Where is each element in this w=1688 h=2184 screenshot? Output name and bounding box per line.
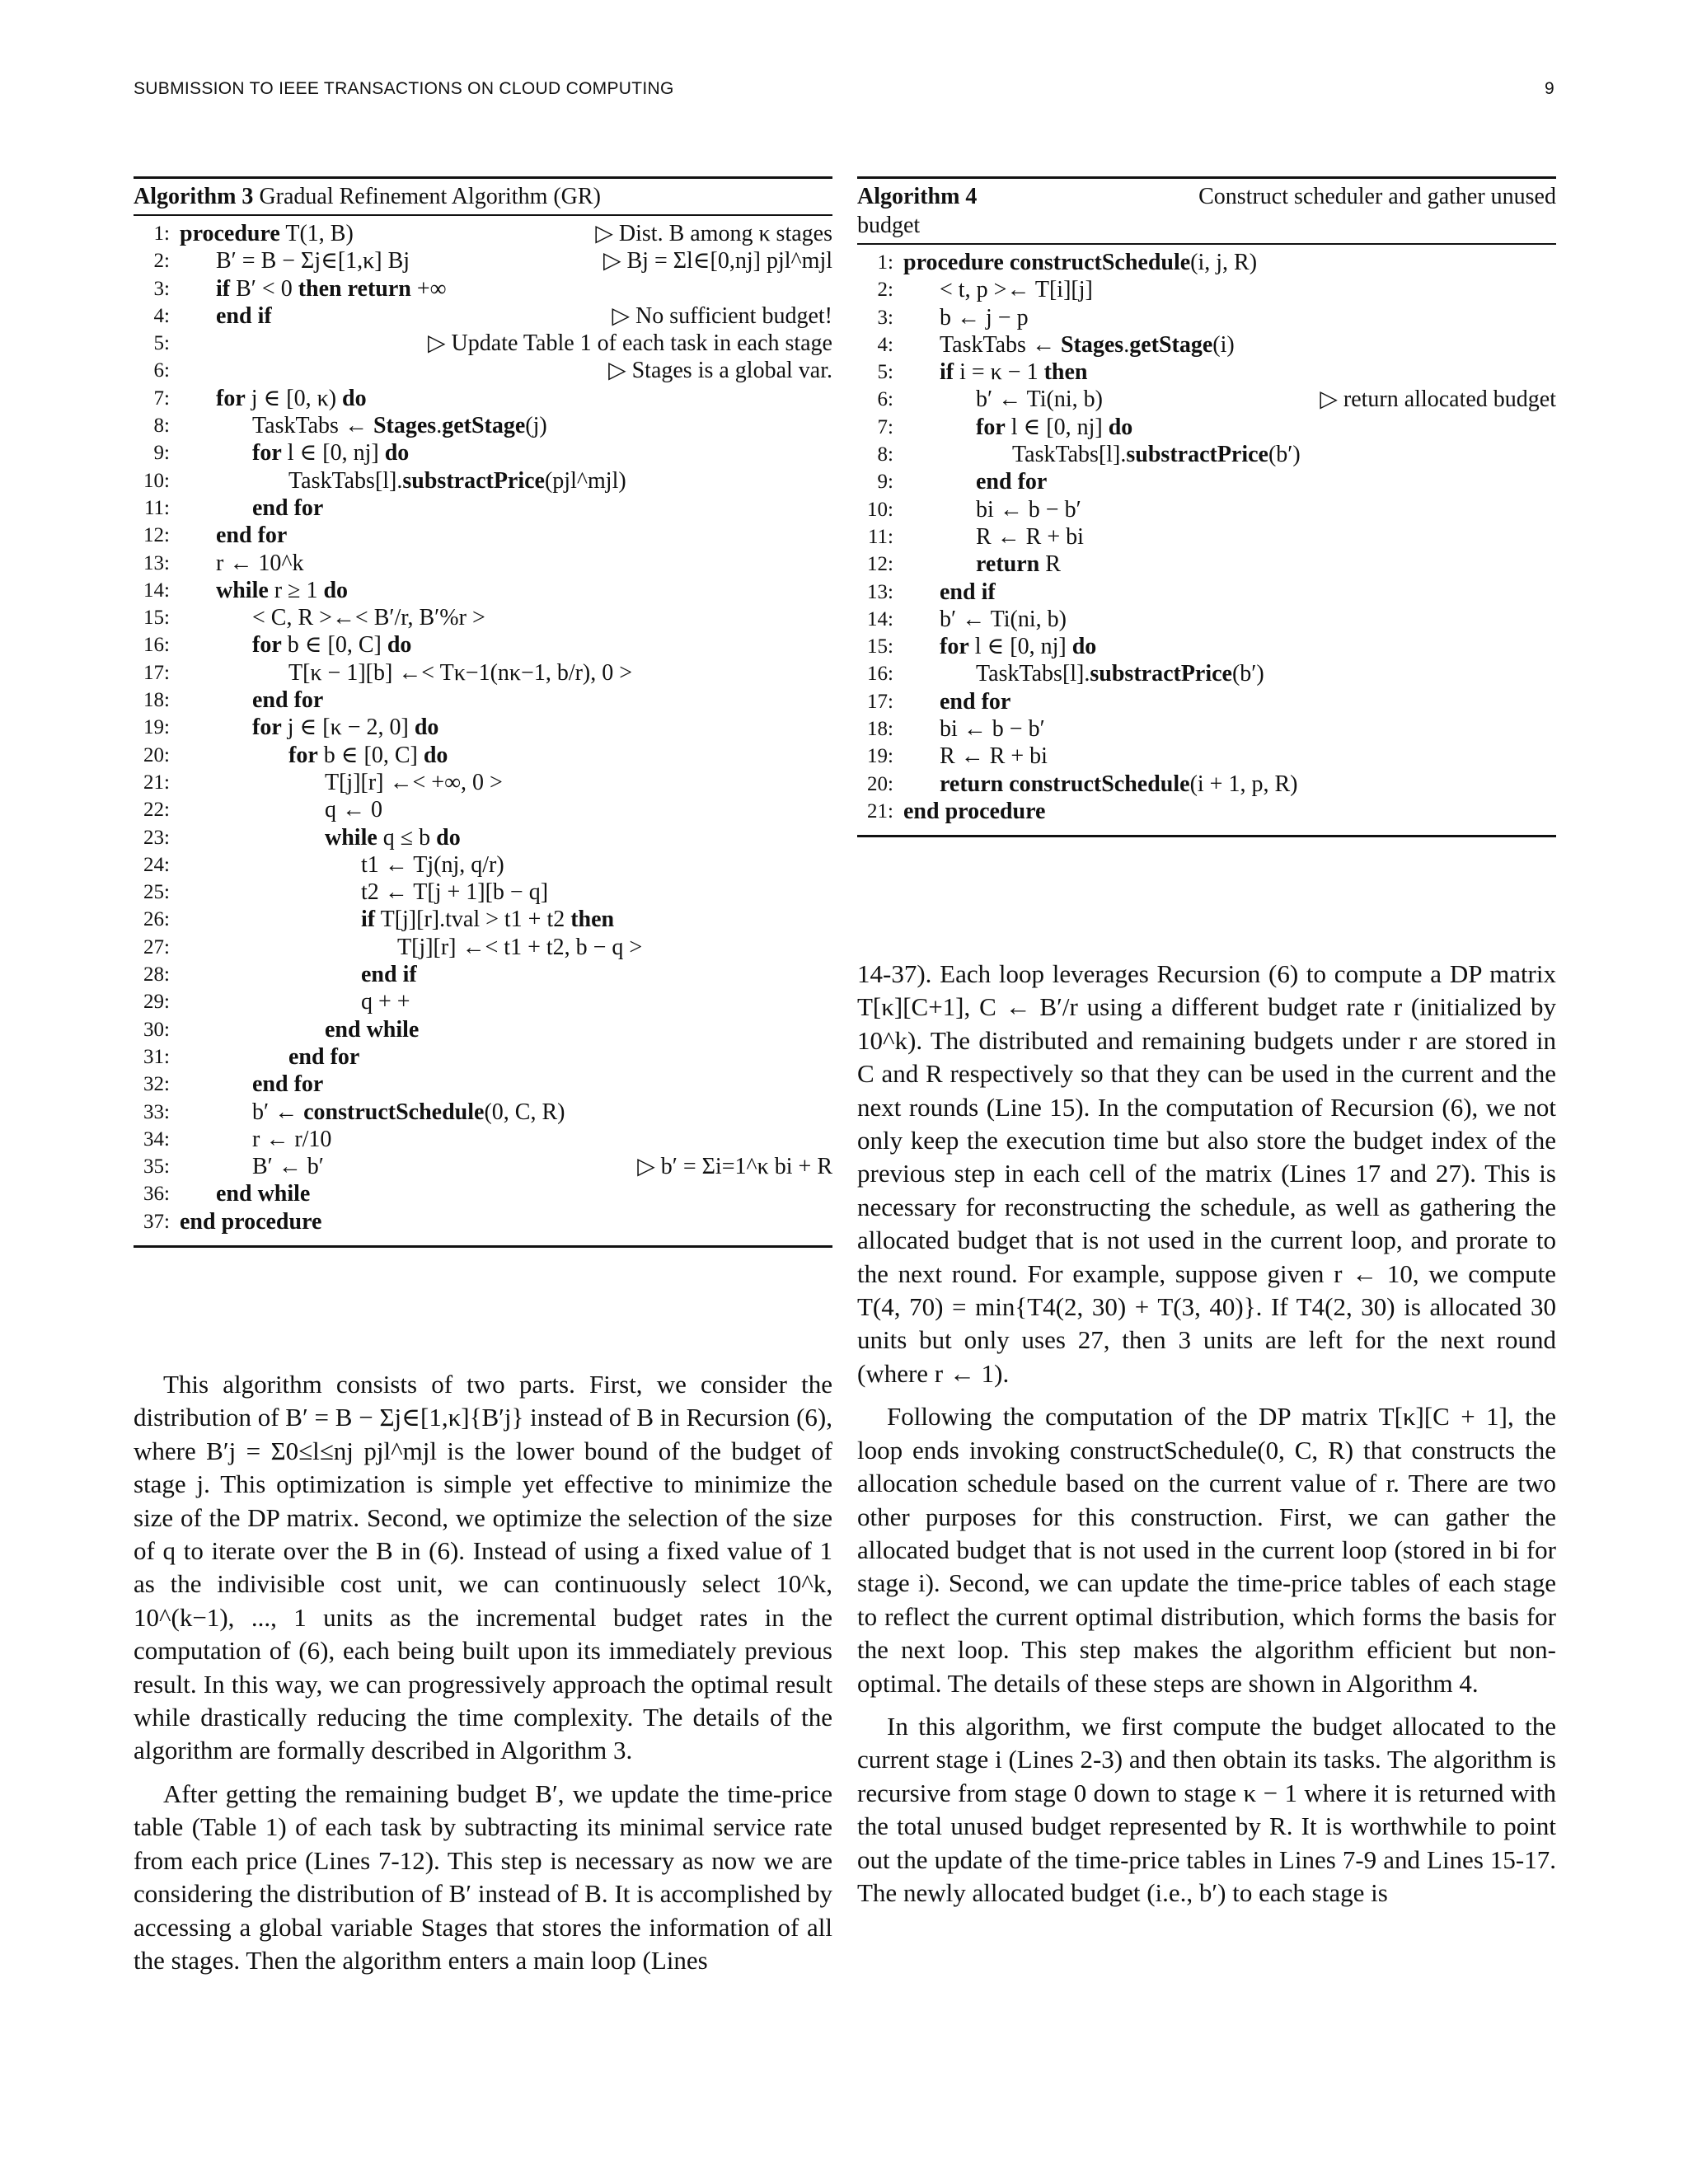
line-number: 30: [143, 1018, 170, 1041]
algorithm-line [134, 824, 832, 851]
line-number: 8: [877, 443, 893, 466]
line-number: 12: [867, 553, 893, 576]
line-number: 31: [143, 1045, 170, 1068]
line-number: 3: [153, 277, 170, 300]
algorithm-line [134, 934, 832, 961]
line-code: for b ∈ [0, C] do [252, 632, 412, 658]
body-paragraph: Following the computation of the DP matrix T[κ][C + 1], the loop ends invoking constructSchedule(0, C, R) that constructs the allocation schedule based on the current value of r. There are two other purposes for this construction. First, we can gather the allocated budget that is not used in the current loop (stored in bi for stage i). Second, we can update the time-price tables of each stage to reflect the current optimal distribution, which forms the basis for the next loop. This step makes the algorithm efficient but non-optimal. The details of these steps are shown in Algorithm 4. [857, 1402, 1556, 1698]
line-code: q ← 0 [325, 797, 382, 823]
line-comment: ▷ Bj = Σl∈[0,nj] pjl^mjl [603, 248, 832, 274]
line-code: end for [288, 1043, 360, 1070]
line-number: 21: [867, 799, 893, 823]
algorithm-line [857, 441, 1556, 468]
line-number: 27: [143, 935, 170, 958]
running-header [134, 79, 1554, 104]
line-number: 21: [143, 771, 170, 794]
line-code: if i = κ − 1 then [940, 359, 1088, 386]
line-code: while q ≤ b do [325, 824, 461, 851]
line-number: 9: [877, 471, 893, 494]
algorithm-line [857, 468, 1556, 495]
algorithm-line [134, 1043, 832, 1071]
algorithm-line [134, 879, 832, 906]
algorithm-3-number: Algorithm 3 [134, 184, 254, 209]
algorithm-line [857, 715, 1556, 743]
line-number: 19: [867, 745, 893, 768]
line-comment: ▷ No sufficient budget! [612, 302, 832, 329]
line-code: R ← R + bi [940, 743, 1048, 770]
line-code: r ← 10^k [216, 550, 304, 576]
journal-title: SUBMISSION TO IEEE TRANSACTIONS ON CLOUD COMPUTING [134, 79, 674, 98]
algorithm-line [134, 385, 832, 412]
body-paragraph: This algorithm consists of two parts. First, we consider the distribution of B′ = B − Σj∈[1,κ]{B′j} instead of B in Recursion (6), where B′j = Σ0≤l≤nj pjl^mjl is the lower bound of the budget of stage j. This optimization is simple yet effective to minimize the size of the DP matrix. Second, we optimize the selection of the size of q to iterate over the B in (6). Instead of using a fixed value of 1 as the indivisible cost unit, we can continuously select 10^k, 10^(k−1), ..., 1 units as the incremental budget rates in the computation of (6), each being built upon its immediately previous result. In this way, we can progressively approach the optimal result while drastically reducing the time complexity. The details of the algorithm are formally described in Algorithm 3. [134, 1370, 832, 1765]
algorithm-line [134, 1071, 832, 1098]
line-code: end for [216, 523, 288, 549]
line-code: procedure T(1, B) [180, 221, 354, 246]
algorithm-line [857, 579, 1556, 606]
left-body-text [134, 1368, 832, 1977]
line-code: B′ = B − Σj∈[1,κ] Bj [216, 248, 410, 274]
line-comment: ▷ Stages is a global var. [608, 358, 832, 384]
line-comment: ▷ return allocated budget [1320, 387, 1556, 413]
line-number: 2: [877, 279, 893, 302]
algorithm-4-caption [857, 179, 1556, 245]
algorithm-line [857, 414, 1556, 441]
algorithm-line [134, 796, 832, 823]
line-code: b ← j − p [940, 304, 1029, 330]
line-number: 13: [867, 580, 893, 603]
line-number: 9: [153, 442, 170, 465]
line-number: 34: [143, 1127, 170, 1151]
line-code: while r ≥ 1 do [216, 577, 349, 603]
algorithm-line [857, 276, 1556, 303]
line-number: 3: [877, 306, 893, 329]
line-code: end for [940, 688, 1011, 715]
algorithm-line [134, 631, 832, 658]
line-number: 6: [877, 388, 893, 411]
algorithm-4-number: Algorithm 4 [857, 184, 978, 209]
line-number: 37: [143, 1210, 170, 1233]
line-number: 12: [143, 524, 170, 547]
line-code: b′ ← Ti(ni, b) [940, 606, 1067, 632]
algorithm-line [857, 386, 1556, 413]
algorithm-line [134, 220, 832, 247]
line-code: q + + [361, 989, 410, 1015]
algorithm-line [134, 659, 832, 687]
line-code: end for [976, 469, 1048, 495]
line-code: t2 ← T[j + 1][b − q] [361, 879, 549, 906]
line-code: for j ∈ [0, κ) do [216, 385, 367, 411]
line-number: 1: [877, 251, 893, 274]
line-code: end for [252, 1071, 324, 1098]
line-number: 32: [143, 1073, 170, 1096]
line-number: 18: [143, 689, 170, 712]
line-code: end for [252, 687, 324, 714]
algorithm-line [134, 330, 832, 357]
body-paragraph: After getting the remaining budget B′, we update the time-price table (Table 1) of each task by subtracting its minimal service rate from each price (Lines 7-12). This step is necessary as now we are considering the distribution of B′ instead of B. It is accomplished by accessing a global variable Stages that stores the information of all the stages. Then the algorithm enters a main loop (Lines [134, 1779, 832, 1975]
line-comment: ▷ Dist. B among κ stages [595, 221, 832, 246]
line-number: 16: [867, 663, 893, 686]
line-number: 4: [153, 304, 170, 327]
line-number: 1: [153, 223, 170, 245]
algorithm-line [857, 633, 1556, 660]
algorithm-line [134, 439, 832, 466]
line-number: 13: [143, 551, 170, 574]
algorithm-line [857, 359, 1556, 386]
line-code: TaskTabs[l].substractPrice(b′) [1012, 442, 1301, 468]
algorithm-line [134, 742, 832, 769]
line-code: end while [216, 1181, 311, 1207]
line-number: 10: [867, 498, 893, 521]
algorithm-line [134, 357, 832, 384]
algorithm-line [134, 1099, 832, 1126]
line-number: 26: [143, 908, 170, 931]
algorithm-line [857, 304, 1556, 331]
right-body-text [857, 958, 1556, 1910]
line-number: 25: [143, 881, 170, 904]
algorithm-line [857, 606, 1556, 633]
algorithm-line [134, 988, 832, 1015]
line-code: end if [361, 962, 417, 988]
algorithm-4-title-line-2: budget [857, 213, 921, 238]
line-code: return constructSchedule(i + 1, p, R) [940, 771, 1298, 797]
line-number: 10: [143, 469, 170, 492]
algorithm-line [134, 275, 832, 302]
algorithm-line [857, 249, 1556, 276]
line-number: 23: [143, 826, 170, 849]
line-code: TaskTabs ← Stages.getStage(j) [252, 413, 547, 439]
line-code: TaskTabs[l].substractPrice(b′) [976, 661, 1264, 687]
algorithm-line [134, 522, 832, 549]
line-number: 14: [867, 607, 893, 630]
line-code: for l ∈ [0, nj] do [940, 634, 1097, 660]
line-number: 20: [143, 743, 170, 766]
line-code: end procedure [180, 1208, 322, 1235]
line-number: 5: [153, 332, 170, 355]
algorithm-line [857, 331, 1556, 359]
line-number: 15: [143, 607, 170, 630]
line-number: 35: [143, 1155, 170, 1179]
line-code: T[j][r] ←< t1 + t2, b − q > [397, 934, 643, 960]
line-code: R ← R + bi [976, 523, 1084, 550]
line-number: 17: [867, 690, 893, 713]
line-code: B′ ← b′ [252, 1154, 324, 1180]
line-number: 20: [867, 772, 893, 795]
line-code: end if [940, 579, 996, 605]
line-number: 19: [143, 716, 170, 739]
right-column [857, 176, 1556, 837]
line-number: 28: [143, 963, 170, 987]
algorithm-3-box [134, 176, 832, 1248]
line-code: TaskTabs[l].substractPrice(pjl^mjl) [288, 467, 626, 494]
line-number: 7: [153, 387, 170, 410]
algorithm-3-title: Gradual Refinement Algorithm (GR) [259, 184, 601, 209]
line-code: if T[j][r].tval > t1 + t2 then [361, 907, 615, 933]
line-code: end if [216, 302, 272, 329]
line-number: 8: [153, 415, 170, 438]
algorithm-line [134, 714, 832, 741]
algorithm-line [857, 743, 1556, 770]
line-code: b′ ← Ti(ni, b) [976, 387, 1103, 413]
line-number: 11: [867, 525, 893, 548]
algorithm-line [134, 1208, 832, 1235]
algorithm-line [134, 1126, 832, 1153]
line-code: t1 ← Tj(nj, q/r) [361, 851, 504, 878]
line-code: b′ ← constructSchedule(0, C, R) [252, 1099, 565, 1125]
algorithm-line [134, 302, 832, 330]
line-code: for l ∈ [0, nj] do [252, 440, 410, 466]
algorithm-4-lines [857, 245, 1556, 835]
algorithm-line [857, 798, 1556, 825]
algorithm-line [134, 604, 832, 631]
algorithm-line [134, 961, 832, 988]
body-paragraph: 14-37). Each loop leverages Recursion (6) to compute a DP matrix T[κ][C+1], C ← B′/r using a different budget rate r (initialized by 10^k). The distributed and remaining budgets under r are stored in C and R respectively so that they can be used in the current and the next rounds (Line 15). In the computation of Recursion (6), we not only keep the execution time but also store the budget index of the previous step in each cell of the matrix (Lines 17 and 27). This is necessary for reconstructing the schedule, as well as gathering the allocated budget that is not used in the current loop, and prorate to the next round. For example, suppose given r ← 10, we compute T(4, 70) = min{T4(2, 30) + T(3, 40)}. If T4(2, 30) is allocated 30 units but only uses 27, then 3 units are left for the next round (where r ← 1). [857, 959, 1556, 1388]
page-number: 9 [1545, 79, 1554, 98]
line-number: 29: [143, 991, 170, 1014]
algorithm-line [134, 1016, 832, 1043]
line-code: TaskTabs ← Stages.getStage(i) [940, 331, 1235, 358]
line-number: 6: [153, 359, 170, 382]
line-code: bi ← b − b′ [940, 716, 1045, 743]
algorithm-line [134, 687, 832, 714]
algorithm-line [134, 412, 832, 439]
line-code: bi ← b − b′ [976, 496, 1081, 523]
algorithm-line [134, 906, 832, 933]
algorithm-line [134, 1180, 832, 1207]
line-code: end for [252, 494, 324, 521]
line-number: 16: [143, 634, 170, 657]
line-code: T[κ − 1][b] ←< Tκ−1(nκ−1, b/r), 0 > [288, 659, 633, 686]
algorithm-line [134, 769, 832, 796]
line-number: 5: [877, 361, 893, 384]
algorithm-line [134, 550, 832, 577]
algorithm-3-caption [134, 179, 832, 216]
algorithm-4-title-line-1: Construct scheduler and gather unused [1198, 184, 1556, 209]
algorithm-line [134, 494, 832, 522]
line-number: 11: [143, 496, 170, 519]
line-number: 4: [877, 333, 893, 356]
line-code: for b ∈ [0, C] do [288, 742, 448, 768]
line-number: 36: [143, 1183, 170, 1206]
line-number: 33: [143, 1100, 170, 1123]
line-code: T[j][r] ←< +∞, 0 > [325, 769, 503, 795]
line-number: 24: [143, 853, 170, 876]
line-number: 22: [143, 799, 170, 822]
line-code: if B′ < 0 then return +∞ [216, 275, 447, 302]
line-comment: ▷ b′ = Σi=1^κ bi + R [637, 1154, 832, 1180]
line-code: end procedure [903, 798, 1046, 824]
line-number: 7: [877, 415, 893, 438]
line-code: end while [325, 1016, 420, 1043]
line-code: r ← r/10 [252, 1126, 332, 1152]
line-comment: ▷ Update Table 1 of each task in each stage [428, 330, 832, 357]
algorithm-line [134, 577, 832, 604]
algorithm-line [857, 551, 1556, 578]
line-code: < C, R >←< B′/r, B′%r > [252, 605, 485, 631]
line-number: 17: [143, 661, 170, 684]
line-code: return R [976, 551, 1061, 578]
algorithm-line [857, 660, 1556, 687]
line-code: for l ∈ [0, nj] do [976, 414, 1133, 440]
algorithm-line [134, 851, 832, 879]
line-number: 18: [867, 718, 893, 741]
algorithm-line [857, 771, 1556, 798]
line-number: 15: [867, 635, 893, 658]
line-code: < t, p >← T[i][j] [940, 277, 1093, 303]
left-column [134, 176, 832, 1248]
line-number: 2: [153, 250, 170, 273]
algorithm-line [857, 496, 1556, 523]
algorithm-line [857, 523, 1556, 551]
line-number: 14: [143, 579, 170, 602]
algorithm-line [134, 1153, 832, 1180]
algorithm-line [134, 247, 832, 274]
algorithm-4-box [857, 176, 1556, 837]
algorithm-line [857, 688, 1556, 715]
line-code: procedure constructSchedule(i, j, R) [903, 250, 1258, 275]
body-paragraph: In this algorithm, we first compute the budget allocated to the current stage i (Lines 2-3) and then obtain its tasks. The algorithm is recursive from stage 0 down to stage κ − 1 where it is returned with the total unused budget represented by R. It is worthwhile to point out the update of the time-price tables in Lines 7-9 and Lines 15-17. The newly allocated budget (i.e., b′) to each stage is [857, 1711, 1556, 1907]
algorithm-line [134, 467, 832, 494]
algorithm-3-lines [134, 216, 832, 1245]
line-code: for j ∈ [κ − 2, 0] do [252, 715, 439, 741]
